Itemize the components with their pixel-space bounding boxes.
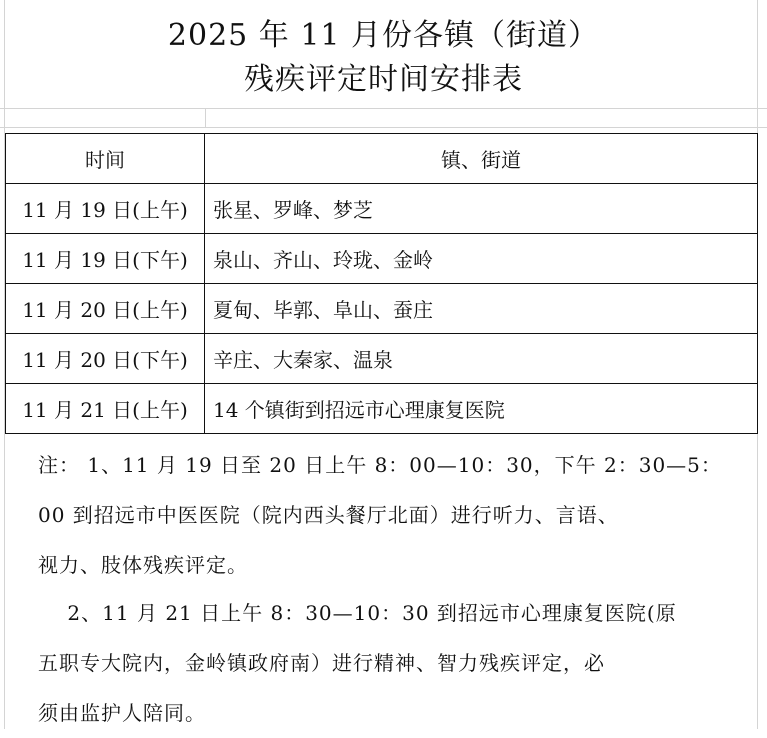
page-guide-top	[0, 108, 767, 109]
row-towns: 14 个镇街到招远市心理康复医院	[205, 384, 758, 434]
note-1	[38, 440, 738, 590]
note-1-line-2: 00 到招远市中医医院（院内西头餐厅北面）进行听力、言语、	[38, 503, 619, 527]
row-time: 11 月 20 日(下午)	[6, 334, 205, 384]
table-header-row	[6, 134, 758, 184]
table-row	[6, 384, 758, 434]
title-line-2: 残疾评定时间安排表	[244, 62, 523, 97]
page-guide-top-2	[0, 127, 767, 128]
row-time: 11 月 21 日(上午)	[6, 384, 205, 434]
page-guide-mid	[205, 108, 206, 128]
table-row	[6, 284, 758, 334]
note-1-line-1: 注： 1、11 月 19 日至 20 日上午 8：00—10：30，下午 2：30—5：	[38, 453, 722, 477]
row-towns: 张星、罗峰、梦芝	[205, 184, 758, 234]
table-row	[6, 184, 758, 234]
row-time: 11 月 19 日(下午)	[6, 234, 205, 284]
header-time: 时间	[6, 134, 205, 184]
schedule-table	[5, 133, 758, 434]
note-2-line-2: 五职专大院内，金岭镇政府南）进行精神、智力残疾评定，必	[38, 651, 605, 675]
note-2	[38, 588, 738, 738]
row-towns: 泉山、齐山、玲珑、金岭	[205, 234, 758, 284]
row-time: 11 月 19 日(上午)	[6, 184, 205, 234]
note-2-line-1: 2、11 月 21 日上午 8：30—10：30 到招远市心理康复医院(原	[38, 601, 677, 625]
note-2-line-3: 须由监护人陪同。	[38, 701, 206, 725]
row-time: 11 月 20 日(上午)	[6, 284, 205, 334]
title-line-1: 2025 年 11 月份各镇（街道）	[167, 18, 600, 53]
table-row	[6, 234, 758, 284]
row-towns: 夏甸、毕郭、阜山、蚕庄	[205, 284, 758, 334]
header-towns: 镇、街道	[205, 134, 758, 184]
row-towns: 辛庄、大秦家、温泉	[205, 334, 758, 384]
table-row	[6, 334, 758, 384]
note-1-line-3: 视力、肢体残疾评定。	[38, 553, 248, 577]
document-title	[0, 14, 767, 102]
